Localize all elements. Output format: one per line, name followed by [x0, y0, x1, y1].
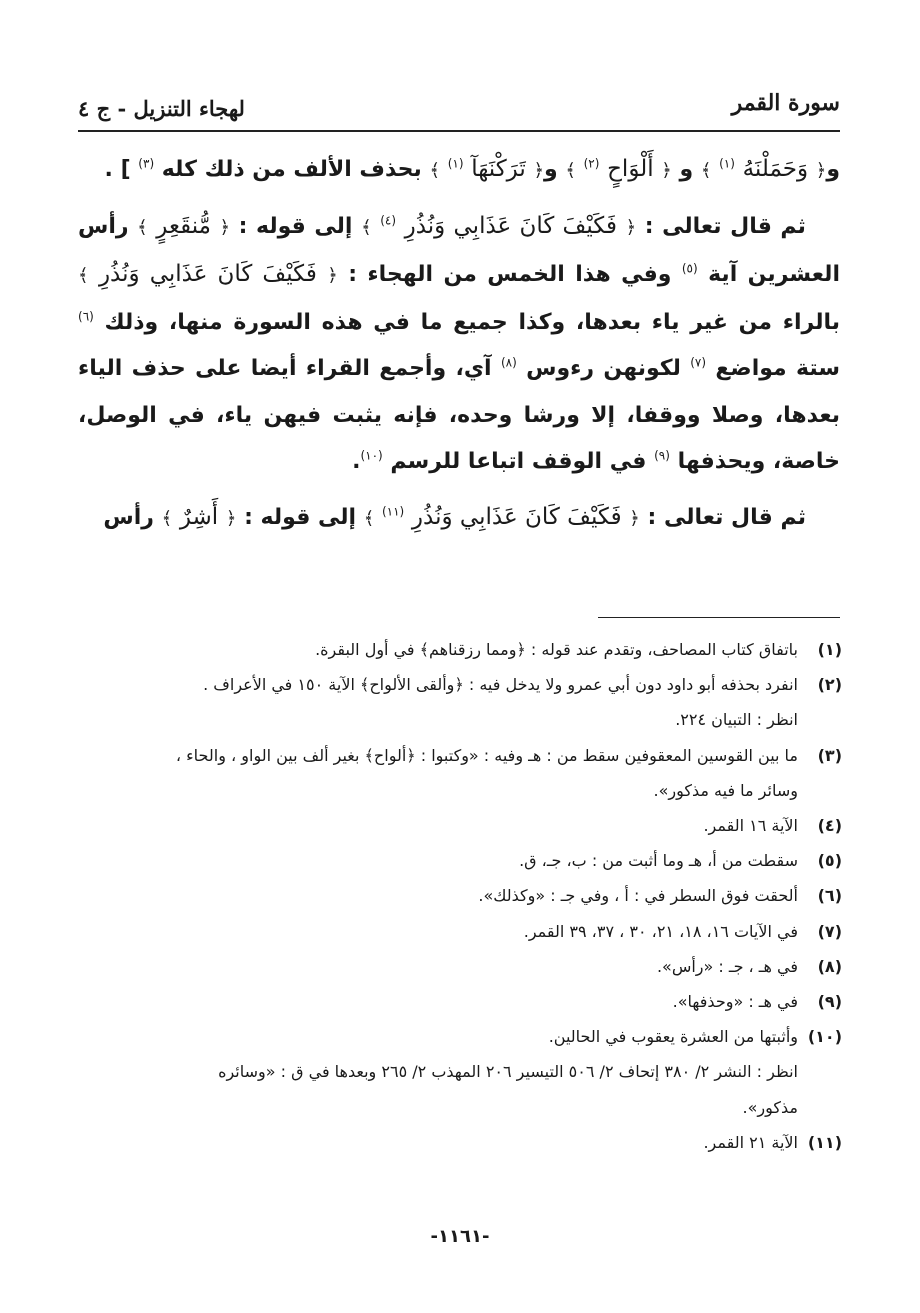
footnote-number: (٥): [817, 851, 842, 871]
footnote-ref: (٨): [500, 355, 517, 370]
bracket-close: ﴾: [78, 265, 89, 286]
footnote-ref: (٧): [690, 355, 707, 370]
bracket-close: ﴾: [429, 160, 441, 181]
bracket-open: ﴿: [327, 265, 338, 286]
footnote-number: (١١): [807, 1132, 842, 1152]
bracket-close: ﴾: [161, 507, 173, 529]
quran-phrase: فَكَيْفَ كَانَ عَذَابِي وَنُذُرِ: [98, 261, 317, 287]
footnote-ref: (٥): [681, 261, 698, 276]
text-segment: إلى قوله :: [238, 213, 353, 239]
footnote-text: انفرد بحذفه أبو داود دون أبي عمرو ولا يدخل فيه : ﴿وألقى الألواح﴾ الآية ١٥٠ في الأعراف .: [203, 675, 798, 695]
text-segment: إلى قوله :: [244, 504, 357, 530]
quran-word: أَلْوَاحٍ: [607, 156, 654, 182]
quran-word: تَرَكْنَهَآ: [471, 156, 526, 182]
paragraph-1: [78, 146, 840, 195]
footnote-number: (١): [817, 640, 842, 659]
text-segment: و: [679, 157, 694, 182]
footnote-text: في هـ ، جـ : «رأس».: [656, 956, 798, 976]
bracket-open: ﴿: [625, 216, 637, 238]
footnote-ref: (٩): [654, 448, 670, 463]
footnote-text: في هـ : «وحذفها».: [672, 992, 798, 1012]
text-segment: بالراء من غير ياء بعدها، وكذا جميع ما في هذه السورة منها، وذلك: [104, 309, 840, 335]
footnote-ref: (٦): [78, 309, 94, 324]
footnote-text: مذكور».: [742, 1097, 798, 1117]
bracket-close: ﴾: [363, 507, 375, 529]
book-title: لهجاء التنزيل - ج ٤: [78, 96, 245, 121]
footnote-ref: (١): [719, 156, 735, 171]
text-segment: رأس: [103, 504, 154, 530]
footnote-ref: (١٠): [360, 448, 383, 463]
footnote-9: [70, 984, 842, 1019]
footnote-ref: (١١): [381, 504, 405, 519]
footnote-number: (٤): [817, 816, 842, 836]
footnote-number: (٩): [817, 992, 842, 1012]
paragraph-3: [78, 494, 840, 543]
footnote-number: (٢): [817, 675, 842, 695]
surah-title: سورة القمر: [731, 90, 840, 116]
text-segment: ثم قال تعالى :: [644, 213, 806, 239]
footnote-text: ما بين القوسين المعقوفين سقط من : هـ وفيه : «وكتبوا : ﴿ألواح﴾ بغير ألف بين الواو ، والحاء ،: [175, 745, 798, 765]
footnote-text: الآية ١٦ القمر.: [703, 816, 798, 836]
footnote-ref: (٢): [583, 156, 600, 171]
footnote-number: (٦): [817, 886, 842, 906]
footnote-number: (٨): [817, 956, 842, 976]
footnote-text: انظر : النشر ٢/ ٣٨٠ إتحاف ٢/ ٥٠٦ التيسير ٢٠٦ المهذب ٢/ ٢٦٥ وبعدها في ق : «وسائره: [218, 1062, 798, 1082]
bracket-close: ﴾: [137, 216, 148, 238]
text-segment: و: [544, 157, 558, 182]
footnote-5: [70, 843, 842, 878]
text-segment: وفي هذا الخمس من الهجاء :: [348, 262, 672, 287]
footnote-number: (٧): [817, 921, 842, 941]
text-segment: آي، وأجمع القراء أيضا على حذف الياء بعدها، وصلا ووقفا، إلا ورشا وحده، فإنه يثبت فيهن ياء، في الوصل، خاصة، ويحذفها: [78, 356, 840, 474]
footnote-7: [70, 914, 842, 949]
quran-word: أَشِرٌ: [179, 503, 219, 530]
footnote-ref: (٤): [380, 213, 397, 228]
bracket-open: ﴿: [219, 216, 231, 238]
quran-word: مُّنقَعِرٍ: [156, 212, 211, 239]
footnote-number: (١٠): [807, 1027, 842, 1047]
paragraph-2: [78, 203, 840, 486]
page-header: [78, 86, 840, 132]
footnote-text: الآية ٢١ القمر.: [703, 1132, 798, 1152]
footnote-text: انظر : التبيان ٢٢٤.: [675, 710, 798, 730]
main-text: [78, 146, 840, 550]
text-segment: كله: [161, 157, 197, 182]
bracket-close: ﴾: [700, 160, 712, 181]
footnote-divider: [598, 617, 840, 618]
footnote-text: ألحقت فوق السطر في : أ ، وفي جـ : «وكذلك».: [478, 886, 798, 906]
footnote-10: [70, 1019, 842, 1125]
footnotes: [70, 632, 842, 1160]
bracket-close: ﴾: [361, 216, 372, 238]
text-segment: بحذف الألف من ذلك: [204, 157, 422, 182]
text-segment: ستة مواضع: [715, 356, 840, 381]
bracket-open: ﴿: [661, 160, 672, 181]
text-segment: ] .: [104, 157, 131, 182]
bracket-open: ﴿: [815, 160, 827, 181]
quran-word: وَحَمَلْنَهُ: [742, 156, 809, 182]
footnote-ref: (١): [447, 156, 464, 171]
bracket-open: ﴿: [629, 507, 640, 529]
footnote-1: [70, 632, 842, 667]
footnote-text: وأثبتها من العشرة يعقوب في الحالين.: [548, 1027, 798, 1047]
footnote-ref: (٣): [138, 156, 155, 171]
bracket-close: ﴾: [565, 160, 576, 181]
footnote-number: (٣): [817, 745, 842, 765]
text-segment: و: [826, 157, 840, 182]
footnote-text: في الآيات ١٦، ١٨، ٢١، ٣٠ ، ٣٧، ٣٩ القمر.: [523, 921, 798, 941]
text-segment: رأس العشرين آية: [78, 213, 840, 287]
quran-phrase: فَكَيْفَ كَانَ عَذَابِي وَنُذُرِ: [411, 503, 622, 530]
quran-phrase: فَكَيْفَ كَانَ عَذَابِي وَنُذُرِ: [404, 212, 617, 239]
page-number: -١١٦١-: [430, 1226, 490, 1247]
footnote-6: [70, 878, 842, 913]
text-segment: لكونهن رءوس: [526, 356, 681, 381]
footnote-text: باتفاق كتاب المصاحف، وتقدم عند قوله : ﴿ومما رزقناهم﴾ في أول البقرة.: [315, 640, 798, 659]
footnote-8: [70, 949, 842, 984]
footnote-text: سقطت من أ، هـ وما أثبت من : ب، جـ، ق.: [519, 851, 798, 871]
text-segment: ثم قال تعالى :: [647, 504, 806, 530]
text-segment: في الوقف اتباعا للرسم: [390, 449, 647, 474]
footnote-11: [70, 1125, 842, 1160]
footnote-2: [70, 667, 842, 737]
bracket-open: ﴿: [533, 160, 544, 181]
footnote-text: وسائر ما فيه مذكور».: [653, 780, 798, 800]
footnote-4: [70, 808, 842, 843]
text-segment: .: [352, 449, 361, 474]
footnote-3: [70, 738, 842, 808]
bracket-open: ﴿: [225, 507, 237, 529]
